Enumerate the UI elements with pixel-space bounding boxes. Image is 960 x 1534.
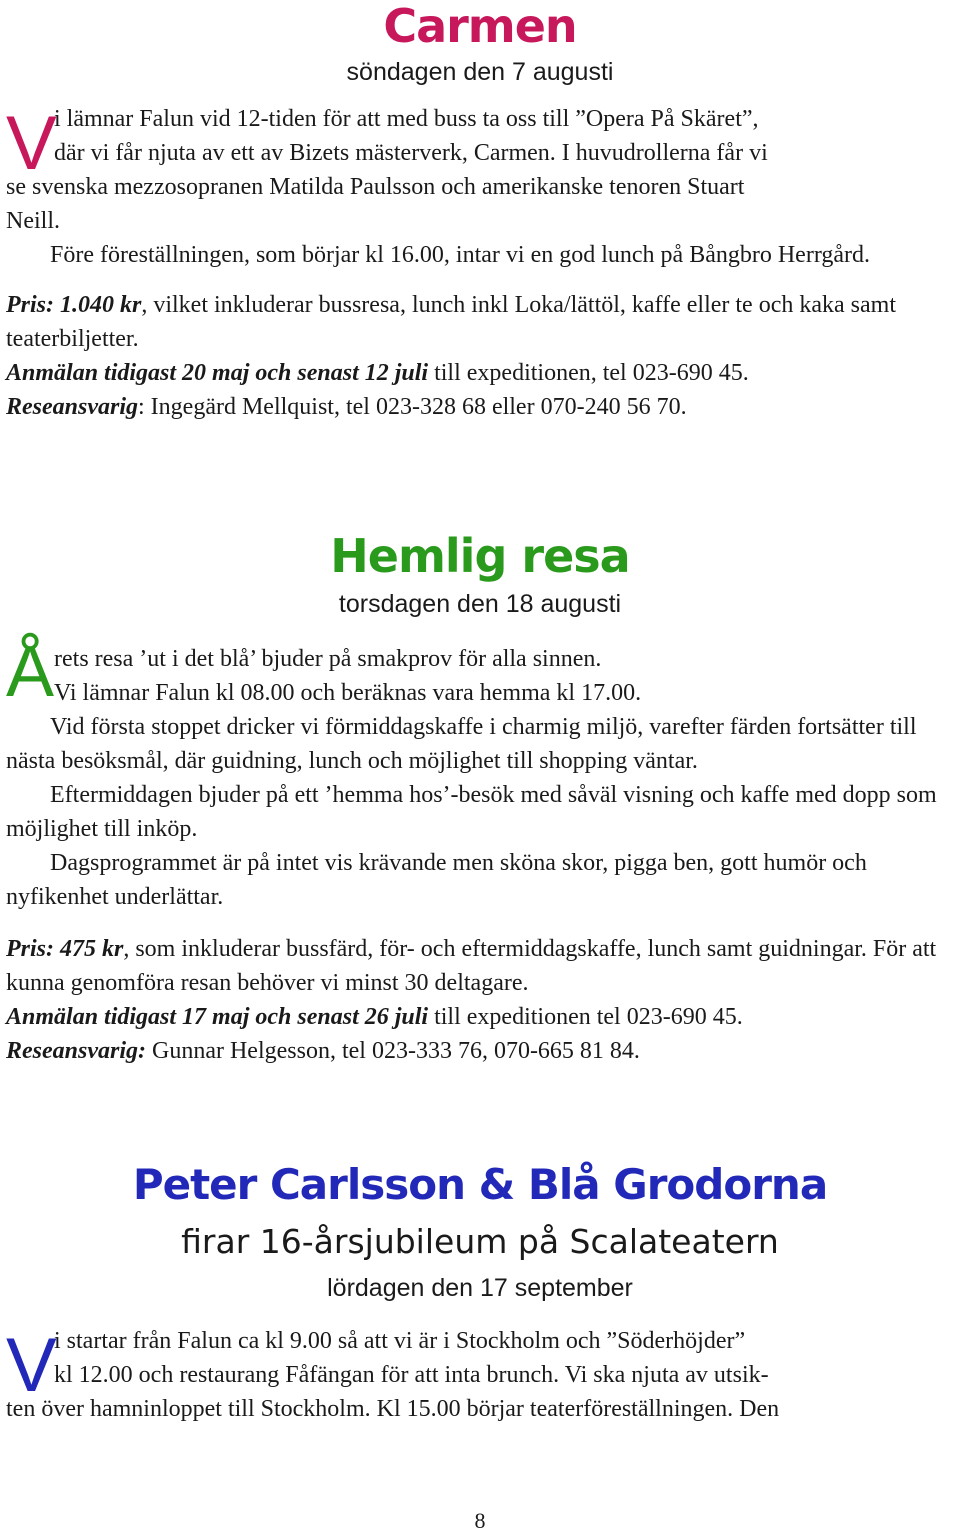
- peter-section: [0, 1156, 960, 1426]
- hemlig-paragraph-3: Eftermiddagen bjuder på ett ’hemma hos’-besök med såväl visning och kaffe med dopp som möjlighet till inköp.: [6, 782, 937, 842]
- carmen-price-label: Pris: 1.040 kr: [6, 292, 142, 318]
- carmen-signup-label: Anmälan tidigast 20 maj och senast 12 juli: [6, 360, 429, 386]
- carmen-signup: [6, 356, 954, 390]
- hemlig-date: torsdagen den 18 augusti: [338, 590, 622, 618]
- peter-line-2: kl 12.00 och restaurang Fåfängan för att inta brunch. Vi ska njuta av utsik-: [54, 1362, 769, 1388]
- carmen-price-text: , vilket inkluderar bussresa, lunch inkl Loka/lättöl, kaffe eller te och kaka samt teaterbiljetter.: [6, 292, 896, 352]
- hemlig-line-2: Vi lämnar Falun kl 08.00 och beräknas vara hemma kl 17.00.: [54, 680, 642, 706]
- hemlig-dropcap: Å: [6, 632, 55, 712]
- hemlig-line-1: rets resa ’ut i det blå’ bjuder på smakprov för alla sinnen.: [54, 646, 602, 672]
- carmen-date: söndagen den 7 augusti: [346, 58, 614, 86]
- hemlig-signup-text: till expeditionen tel 023-690 45.: [428, 1004, 743, 1030]
- hemlig-contact: [6, 1034, 954, 1068]
- carmen-contact-text: : Ingegärd Mellquist, tel 023-328 68 eller 070-240 56 70.: [138, 394, 687, 420]
- hemlig-price-label: Pris: 475 kr: [6, 936, 124, 962]
- carmen-contact: [6, 390, 954, 424]
- page-number: 8: [474, 1508, 486, 1533]
- hemlig-section: [0, 526, 960, 1068]
- carmen-intro: [6, 102, 954, 238]
- carmen-line-4: Neill.: [6, 208, 60, 234]
- carmen-section: [0, 0, 960, 424]
- carmen-dropcap: V: [6, 101, 57, 186]
- carmen-line-1: i lämnar Falun vid 12-tiden för att med buss ta oss till ”Opera På Skäret”,: [54, 106, 759, 132]
- hemlig-signup: [6, 1000, 954, 1034]
- peter-dropcap: V: [6, 1323, 57, 1408]
- peter-date: lördagen den 17 september: [327, 1274, 633, 1302]
- carmen-lunch-paragraph: Före föreställningen, som börjar kl 16.00, intar vi en god lunch på Bångbro Herrgård.: [50, 242, 871, 268]
- hemlig-paragraph-2: Vid första stoppet dricker vi förmiddagskaffe i charmig miljö, varefter färden fortsätter till nästa besöksmål, där guidning, lunch och möjlighet till shopping väntar.: [6, 714, 917, 774]
- peter-line-1: i startar från Falun ca kl 9.00 så att vi är i Stockholm och ”Söderhöjder”: [54, 1328, 746, 1354]
- peter-subtitle: firar 16-årsjubileum på Scalateatern: [181, 1222, 779, 1261]
- hemlig-intro: [6, 632, 954, 712]
- hemlig-title: Hemlig resa: [330, 529, 630, 583]
- hemlig-price-text: , som inkluderar bussfärd, för- och eftermiddagskaffe, lunch samt guidningar. För att kunna genomföra resan behöver vi minst 30 deltagare.: [6, 936, 937, 996]
- carmen-signup-text: till expeditionen, tel 023-690 45.: [428, 360, 749, 386]
- carmen-title: Carmen: [383, 0, 577, 53]
- hemlig-contact-label: Reseansvarig:: [6, 1038, 146, 1064]
- hemlig-price: [6, 932, 954, 1000]
- hemlig-contact-text: Gunnar Helgesson, tel 023-333 76, 070-665 81 84.: [146, 1038, 640, 1064]
- hemlig-signup-label: Anmälan tidigast 17 maj och senast 26 juli: [6, 1004, 429, 1030]
- peter-line-3: ten över hamninloppet till Stockholm. Kl 15.00 börjar teaterföreställningen. Den: [6, 1396, 780, 1422]
- carmen-line-3: se svenska mezzosopranen Matilda Paulsson och amerikanske tenoren Stuart: [6, 174, 745, 200]
- hemlig-paragraph-4: Dagsprogrammet är på intet vis krävande men sköna skor, pigga ben, gott humör och nyfikenhet underlättar.: [6, 850, 867, 910]
- carmen-price: [6, 288, 954, 356]
- peter-intro: [6, 1324, 954, 1426]
- carmen-line-2: där vi får njuta av ett av Bizets mästerverk, Carmen. I huvudrollerna får vi: [54, 140, 768, 166]
- carmen-contact-label: Reseansvarig: [6, 394, 138, 420]
- peter-title: Peter Carlsson & Blå Grodorna: [132, 1160, 828, 1209]
